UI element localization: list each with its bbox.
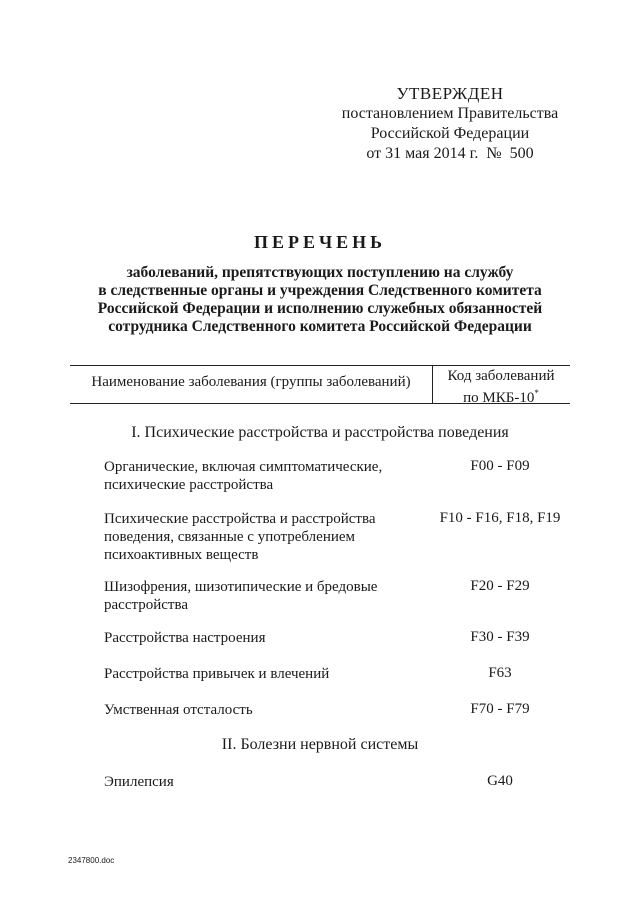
disease-code: F30 - F39 [470, 629, 530, 645]
disease-name [104, 458, 414, 494]
disease-code: G40 [487, 773, 513, 789]
disease-name [104, 629, 414, 647]
disease-name-line: Органические, включая симптоматические, [104, 459, 383, 475]
column-header-code-line-2 [432, 385, 570, 407]
disease-code: F10 - F16, F18, F19 [439, 510, 561, 526]
section-title: I. Психические расстройства и расстройства поведения [131, 424, 509, 441]
column-header-code-label: по МКБ-10 [463, 390, 535, 406]
document-subtitle [70, 264, 570, 336]
disease-name-line: Расстройства настроения [104, 630, 266, 646]
disease-name-line: психические расстройства [104, 477, 274, 493]
disease-name-line: Эпилепсия [104, 774, 174, 790]
approval-line-4: от 31 мая 2014 г. № 500 [366, 145, 534, 162]
disease-name-line: Умственная отсталость [104, 702, 253, 718]
disease-name-line: поведения, связанные с употреблением [104, 529, 356, 545]
disease-name-line: расстройства [104, 597, 188, 613]
disease-code: F00 - F09 [470, 458, 530, 474]
disease-name [104, 578, 414, 614]
subtitle-line-2: в следственные органы и учреждения Следственного комитета [98, 282, 542, 299]
disease-code: F20 - F29 [470, 578, 530, 594]
file-reference: 2347800.doc [68, 856, 115, 865]
approval-heading: УТВЕРЖДЕН [396, 84, 504, 103]
disease-name-line: психоактивных веществ [104, 547, 259, 563]
section-title: II. Болезни нервной системы [221, 736, 419, 753]
disease-name-line: Шизофрения, шизотипические и бредовые [104, 579, 378, 595]
disease-name [104, 665, 414, 683]
column-header-code [432, 368, 570, 407]
subtitle-line-4: сотрудника Следственного комитета Российской Федерации [108, 318, 532, 335]
approval-block [330, 84, 570, 164]
disease-name [104, 701, 414, 719]
subtitle-line-3: Российской Федерации и исполнению служебных обязанностей [97, 300, 543, 317]
disease-name-line: Расстройства привычек и влечений [104, 666, 330, 682]
approval-line-2: постановлением Правительства [341, 105, 559, 122]
disease-code: F70 - F79 [470, 701, 530, 717]
disease-name [104, 773, 414, 791]
disease-name [104, 510, 414, 564]
column-header-disease: Наименование заболевания (группы заболеваний) [91, 374, 411, 390]
column-header-code-line-1: Код заболеваний [447, 368, 555, 384]
table-top-rule [70, 365, 570, 366]
disease-code: F63 [488, 665, 512, 681]
approval-line-3: Российской Федерации [370, 125, 530, 142]
document-title: ПЕРЕЧЕНЬ [253, 232, 387, 252]
disease-name-line: Психические расстройства и расстройства [104, 511, 376, 527]
subtitle-line-1: заболеваний, препятствующих поступлению на службу [126, 264, 514, 281]
footnote-mark: * [534, 388, 539, 398]
